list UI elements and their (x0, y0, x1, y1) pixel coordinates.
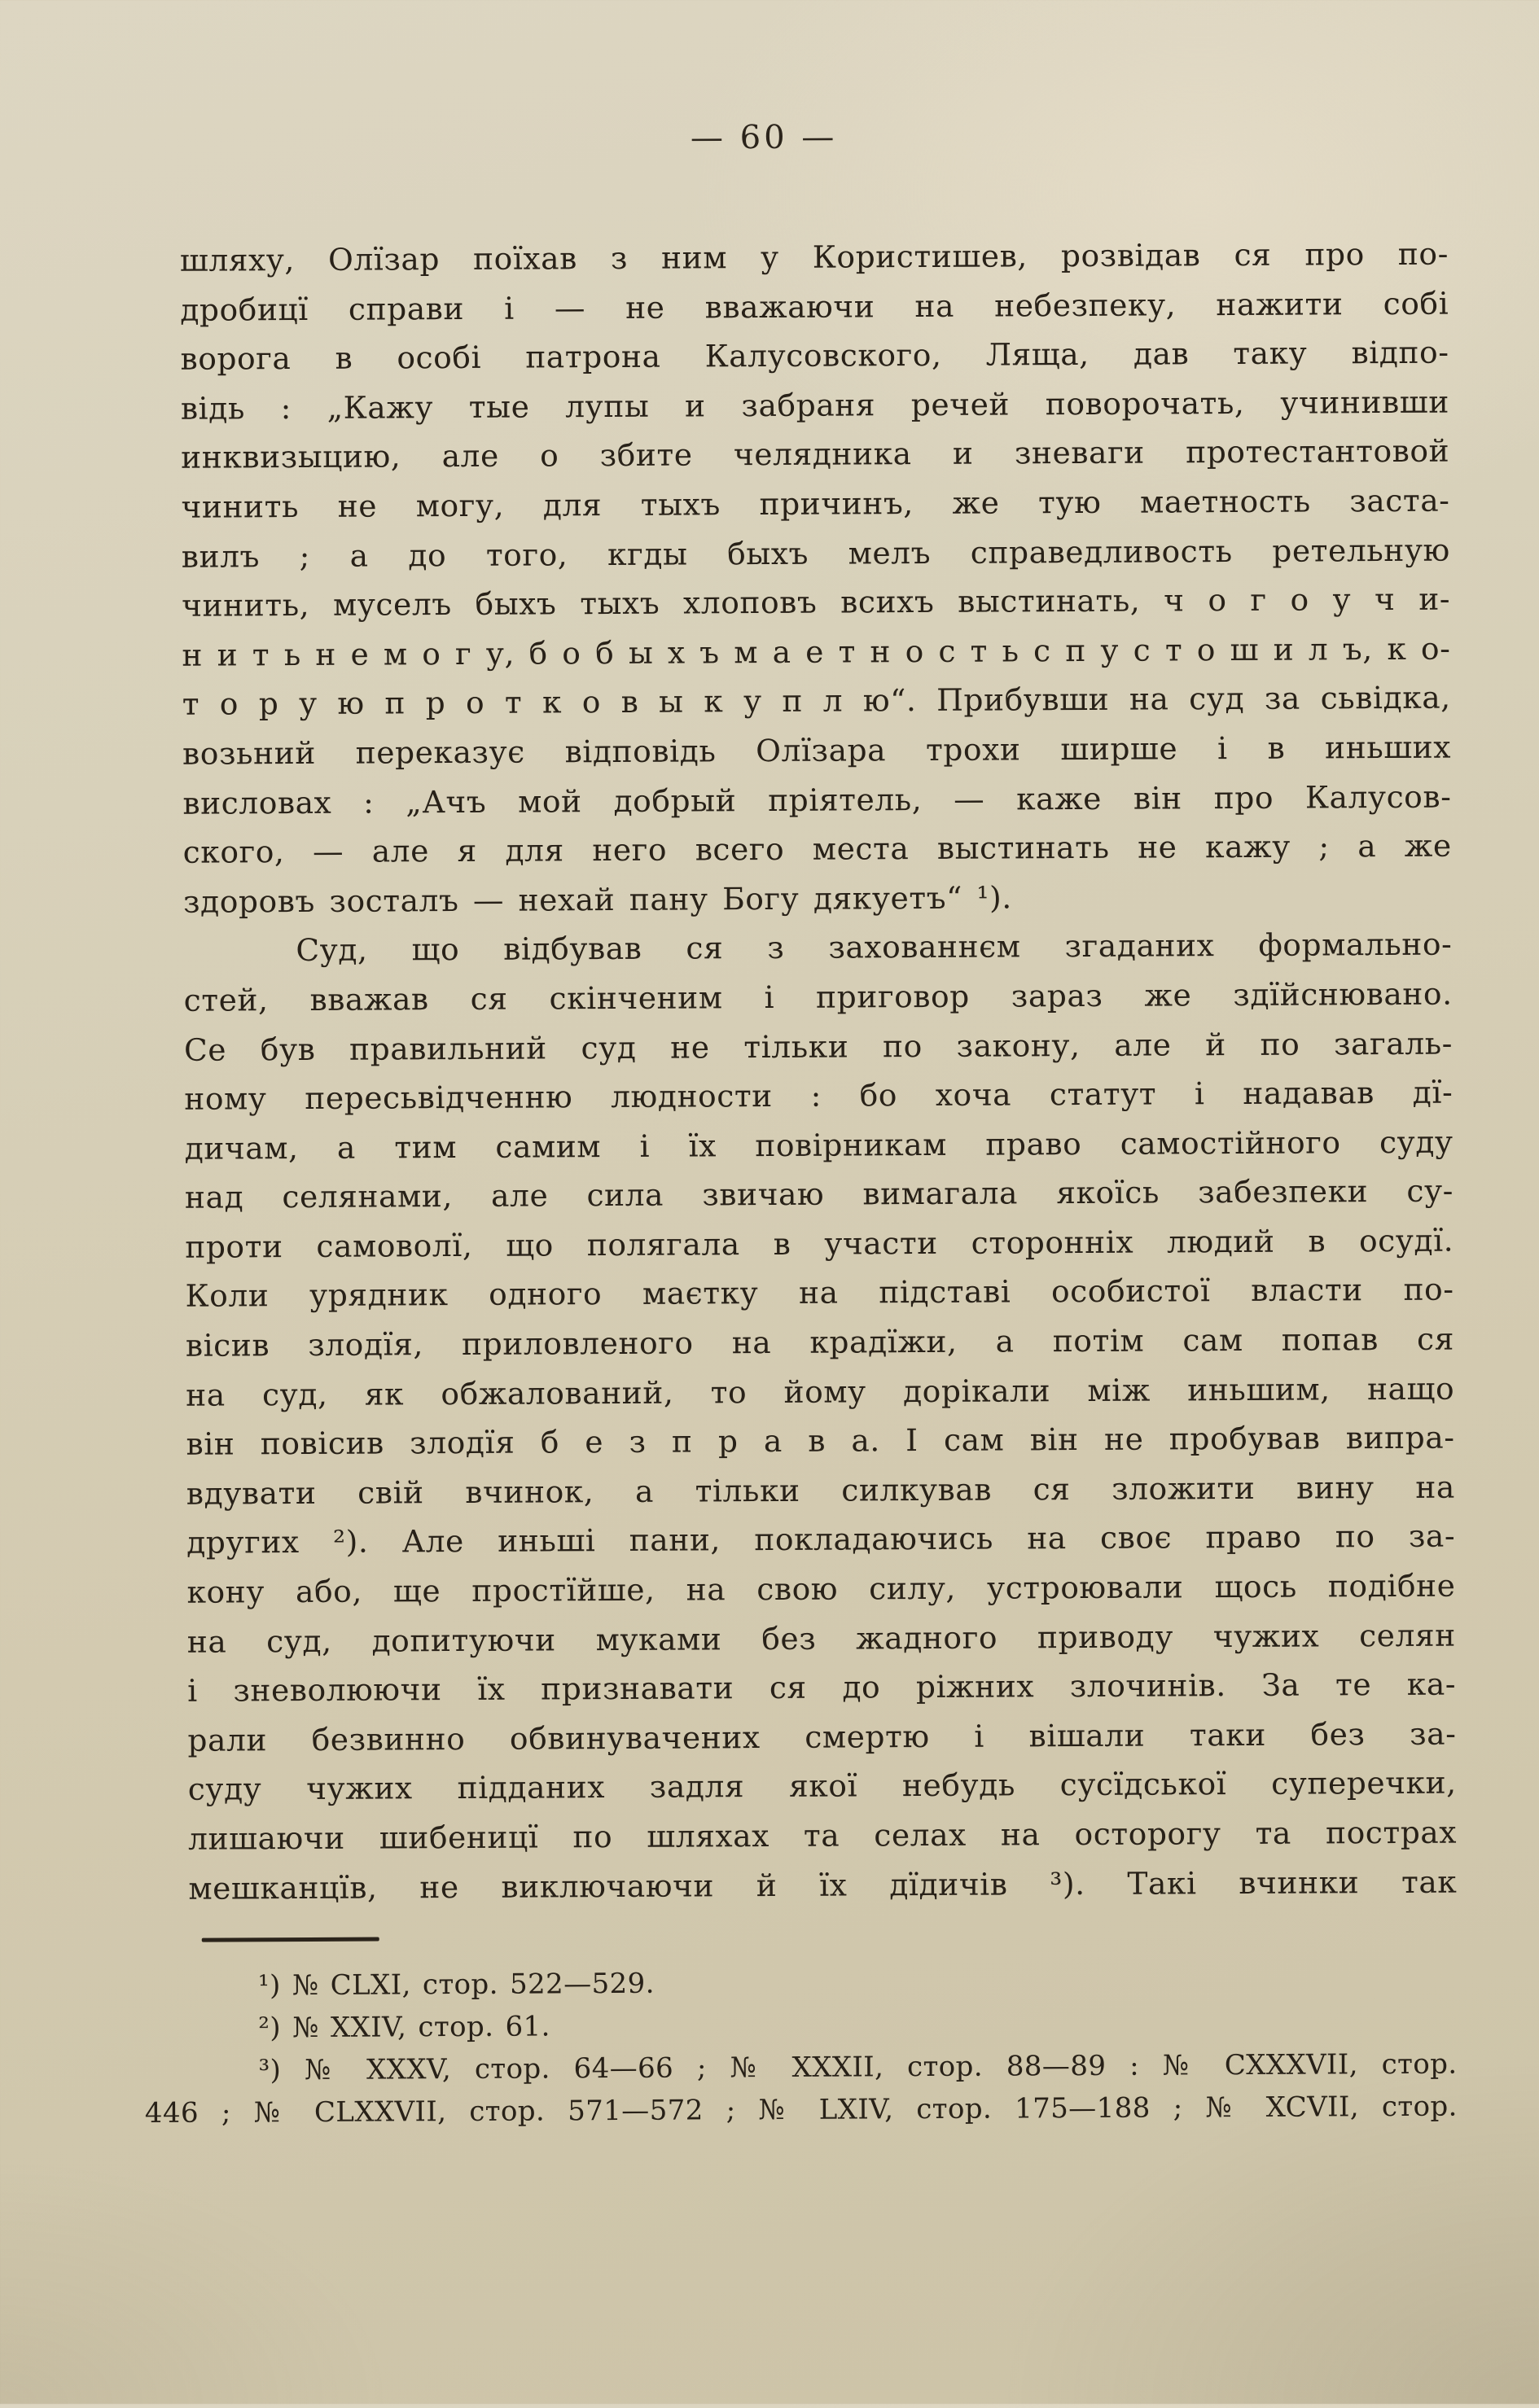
body-text-line: шляху, Олїзар поїхав з ним у Користишев, розвідав ся про по- (179, 235, 1449, 278)
body-text (180, 230, 1458, 1913)
body-text-line: лишаючи шибеницї по шляхах та селах на осторогу та пострах (187, 1814, 1458, 1857)
footnote-line: ¹) № CLXI, стор. 522—529. (257, 1967, 655, 2003)
body-text-line: чинить не могу, для тыхъ причинъ, же тую маетность заста- (181, 482, 1450, 525)
body-text-line: над селянами, але сила звичаю вимагала якоїсь забезпеки су- (184, 1172, 1454, 1216)
body-text-line: вдувати свій вчинок, а тільки силкував ся зложити вину на (186, 1469, 1455, 1512)
body-text-line: т о р у ю п р о т к о в ы к у п л ю“. Прибувши на суд за сьвідка, (182, 679, 1451, 723)
body-text-line: стей, вважав ся скінченим і приговор зараз же здїйснювано. (183, 975, 1453, 1018)
body-text-line: н и т ь н е м о г у, б о б ы х ъ м а е т н о с т ь с п у с т о ш и л ъ, к о- (182, 630, 1451, 673)
footnotes (144, 1959, 1458, 2134)
body-text-line: висловах : „Ачъ мой добрый пріятель, — каже він про Калусов- (182, 778, 1452, 821)
body-text-line: кону або, ще простїйше, на свою силу, устроювали щось подібне (186, 1567, 1456, 1610)
body-text-line: відь : „Кажу тые лупы и забраня речей поворочать, учинивши (180, 383, 1449, 427)
body-text-line: дробицї справи і — не вважаючи на небезпеку, нажити собі (180, 285, 1449, 328)
body-text-line: вісив злодїя, приловленого на крадїжи, а потім сам попав ся (185, 1320, 1455, 1364)
body-text-line: рали безвинно обвинувачених смертю і вішали таки без за- (187, 1715, 1457, 1758)
body-text-line: і зневолюючи їх признавати ся до ріжних злочинів. За те ка- (187, 1666, 1457, 1709)
body-text-line: Коли урядник одного маєтку на підставі особистої власти по- (185, 1272, 1454, 1315)
footnote-line: ²) № XXIV, стор. 61. (258, 2010, 550, 2045)
body-text-line: проти самоволї, що полягала в участи сторонніх людий в осудї. (185, 1222, 1454, 1265)
body-text-line: Суд, що відбував ся з захованнєм згаданих формально- (296, 926, 1453, 969)
body-text-line: инквизыцию, але о збите челядника и зневаги протестантовой (181, 432, 1450, 476)
body-text-line: ному пересьвідченню людности : бо хоча статут і надавав дї- (184, 1074, 1454, 1117)
body-text-line: ворога в особі патрона Калусовского, Ляща, дав таку відпо- (180, 334, 1449, 377)
body-text-line: суду чужих підданих задля якої небудь сусїдської суперечки, (187, 1764, 1457, 1808)
body-text-line: на суд, допитуючи муками без жадного приводу чужих селян (186, 1617, 1456, 1660)
body-text-line: чинить, муселъ быхъ тыхъ хлоповъ всихъ выстинать, ч о г о у ч и- (182, 580, 1451, 624)
footnote-line: ³) № XXXV, стор. 64—66 ; № XXXII, стор. 88—89 : № CXXXVII, стор. (258, 2047, 1458, 2087)
body-text-line: других ²). Але иньші пани, покладаючись на своє право по за- (186, 1518, 1456, 1561)
body-text-line: на суд, як обжалований, то йому дорікали між иньшим, нащо (186, 1370, 1455, 1413)
page-number: — 60 — (690, 118, 838, 157)
body-text-line: возьний переказує відповідь Олїзара трохи ширше і в иньших (182, 729, 1452, 772)
footnote-separator-rule (202, 1937, 379, 1942)
body-text-line: Се був правильний суд не тільки по закону, але й по загаль- (183, 1025, 1454, 1068)
body-text-line: мешканцїв, не виключаючи й їх дїдичів ³). Такі вчинки так (188, 1863, 1458, 1907)
body-text-line: ского, — але я для него всего места выстинать не кажу ; а же (182, 827, 1452, 870)
body-text-line: він повісив злодїя б е з п р а в а. І сам він не пробував випра- (186, 1419, 1455, 1463)
body-text-line: здоровъ зосталъ — нехай пану Богу дякуетъ“ ¹). (182, 879, 1012, 920)
body-text-line: вилъ ; а до того, кгды быхъ мелъ справедливость ретельную (181, 532, 1450, 575)
body-text-line: дичам, а тим самим і їх повірникам право самостійного суду (184, 1123, 1454, 1167)
footnote-line: 446 ; № CLXXVII, стор. 571—572 ; № LXIV, стор. 175—188 ; № XCVII, стор. (144, 2090, 1458, 2130)
